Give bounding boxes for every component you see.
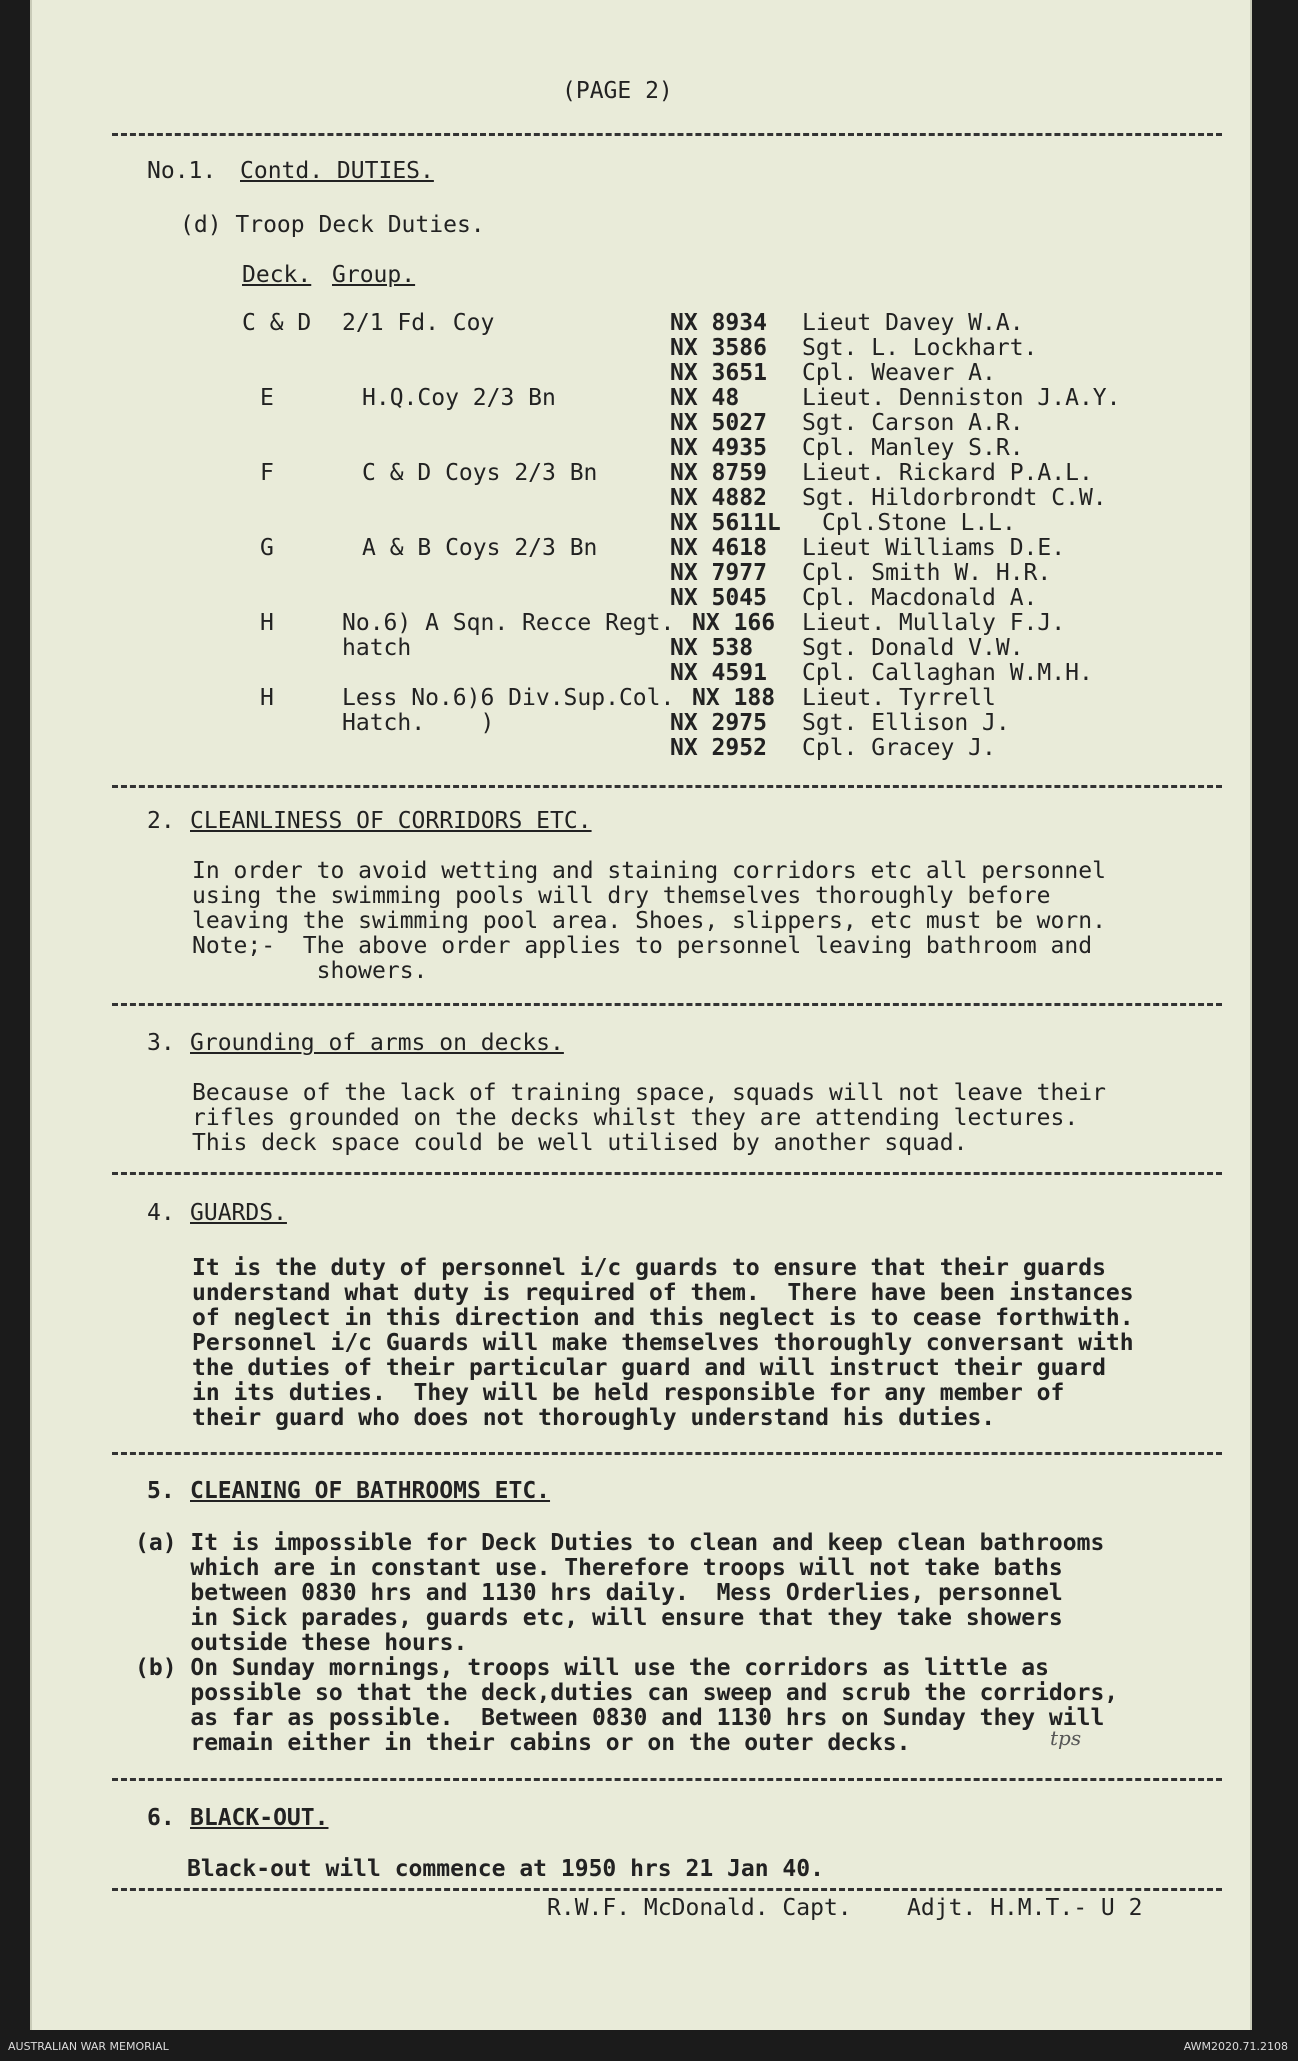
section4-heading: GUARDS. [190, 1200, 287, 1226]
table-cell-number: NX 166 [692, 610, 776, 636]
table-cell-group: 2/1 Fd. Coy [342, 310, 495, 336]
table-cell-number: NX 2952 [670, 735, 767, 761]
section3-heading: Grounding of arms on decks. [190, 1030, 564, 1056]
table-cell-deck: G [260, 535, 274, 561]
handwritten-annotation: tps [1050, 1726, 1082, 1750]
section2-number: 2. [147, 808, 175, 834]
section5-line: remain either in their cabins or on the outer decks. [135, 1730, 911, 1756]
table-cell-number: NX 538 [670, 635, 754, 661]
section4-line: It is the duty of personnel i/c guards to ensure that their guards [192, 1255, 1106, 1281]
table-cell-number: NX 5027 [670, 410, 767, 436]
table-cell-name: Cpl. Callaghan W.M.H. [802, 660, 1093, 686]
table-cell-group: Hatch. ) [342, 710, 495, 736]
table-cell-deck: E [260, 385, 274, 411]
section5-line: between 0830 hrs and 1130 hrs daily. Mess Orderlies, personnel [135, 1580, 1063, 1606]
group-column-header: Group. [332, 262, 416, 288]
divider [112, 1172, 1222, 1175]
table-cell-number: NX 3651 [670, 360, 767, 386]
divider [112, 1452, 1222, 1455]
table-cell-number: NX 8934 [670, 310, 767, 336]
page-label: (PAGE 2) [562, 78, 673, 104]
table-cell-name: Lieut. Tyrrell [802, 685, 996, 711]
section5-line: in Sick parades, guards etc, will ensure that they take showers [135, 1605, 1063, 1631]
table-cell-number: NX 5045 [670, 585, 767, 611]
section5-heading: CLEANING OF BATHROOMS ETC. [190, 1478, 551, 1504]
section2-heading: CLEANLINESS OF CORRIDORS ETC. [190, 808, 592, 834]
table-cell-number: NX 5611L [670, 510, 781, 536]
section4-line: the duties of their particular guard and will instruct their guard [192, 1355, 1106, 1381]
table-cell-group: A & B Coys 2/3 Bn [362, 535, 598, 561]
table-cell-name: Cpl. Weaver A. [802, 360, 996, 386]
table-cell-name: Lieut Williams D.E. [802, 535, 1066, 561]
table-cell-group: H.Q.Coy 2/3 Bn [362, 385, 556, 411]
section6-number: 6. [147, 1805, 175, 1831]
section3-line: rifles grounded on the decks whilst they are attending lectures. [192, 1105, 1079, 1131]
table-cell-name: Cpl.Stone L.L. [822, 510, 1016, 536]
table-cell-name: Sgt. Hildorbrondt C.W. [802, 485, 1107, 511]
table-cell-number: NX 7977 [670, 560, 767, 586]
table-cell-name: Cpl. Macdonald A. [802, 585, 1038, 611]
table-cell-number: NX 3586 [670, 335, 767, 361]
table-cell-name: Sgt. Ellison J. [802, 710, 1010, 736]
table-cell-name: Sgt. L. Lockhart. [802, 335, 1038, 361]
table-cell-deck: H [260, 685, 274, 711]
table-cell-name: Lieut. Mullaly F.J. [802, 610, 1066, 636]
section3-line: This deck space could be well utilised by another squad. [192, 1130, 968, 1156]
table-cell-number: NX 4935 [670, 435, 767, 461]
table-cell-name: Lieut. Denniston J.A.Y. [802, 385, 1121, 411]
section6-line: Black-out will commence at 1950 hrs 21 Jan 40. [187, 1856, 824, 1882]
divider [112, 133, 1222, 136]
section2-line: leaving the swimming pool area. Shoes, slippers, etc must be worn. [192, 908, 1106, 934]
section2-line: showers. [192, 958, 428, 984]
section5-line: (a) It is impossible for Deck Duties to clean and keep clean bathrooms [135, 1530, 1105, 1556]
document-page [30, 0, 1252, 2030]
divider [112, 1778, 1222, 1781]
table-cell-number: NX 8759 [670, 460, 767, 486]
section4-line: in its duties. They will be held responsible for any member of [192, 1380, 1065, 1406]
section5-line: (b) On Sunday mornings, troops will use the corridors as little as [135, 1655, 1049, 1681]
archive-footer [0, 2032, 1298, 2061]
section5-line: possible so that the deck,duties can sweep and scrub the corridors, [135, 1680, 1119, 1706]
table-cell-group: hatch [342, 635, 412, 661]
section5-line: as far as possible. Between 0830 and 1130 hrs on Sunday they will [135, 1705, 1105, 1731]
section4-line: understand what duty is required of them. There have been instances [192, 1280, 1134, 1306]
section4-line: their guard who does not thoroughly understand his duties. [192, 1405, 996, 1431]
table-cell-name: Sgt. Donald V.W. [802, 635, 1024, 661]
table-cell-name: Cpl. Gracey J. [802, 735, 996, 761]
section2-line: Note;- The above order applies to personnel leaving bathroom and [192, 933, 1093, 959]
section4-line: Personnel i/c Guards will make themselves thoroughly conversant with [192, 1330, 1134, 1356]
table-cell-number: NX 2975 [670, 710, 767, 736]
table-cell-name: Cpl. Manley S.R. [802, 435, 1024, 461]
section1-number: No.1. [147, 158, 217, 184]
section5-line: which are in constant use. Therefore troops will not take baths [135, 1555, 1063, 1581]
table-cell-number: NX 4882 [670, 485, 767, 511]
deck-column-header: Deck. [242, 262, 312, 288]
table-cell-group: No.6) A Sqn. Recce Regt. [342, 610, 675, 636]
table-cell-deck: C & D [242, 310, 312, 336]
signature-line: R.W.F. McDonald. Capt. Adjt. H.M.T.- U 2 [547, 1895, 1143, 1921]
section2-line: using the swimming pools will dry themselves thoroughly before [192, 883, 1051, 909]
section3-line: Because of the lack of training space, squads will not leave their [192, 1080, 1106, 1106]
table-cell-name: Lieut Davey W.A. [802, 310, 1024, 336]
section2-line: In order to avoid wetting and staining corridors etc all personnel [192, 858, 1106, 884]
table-cell-deck: H [260, 610, 274, 636]
table-cell-number: NX 4591 [670, 660, 767, 686]
divider [112, 785, 1222, 788]
section4-number: 4. [147, 1200, 175, 1226]
table-cell-name: Sgt. Carson A.R. [802, 410, 1024, 436]
section5-line: outside these hours. [135, 1630, 468, 1656]
table-cell-number: NX 188 [692, 685, 776, 711]
section1-heading: Contd. DUTIES. [240, 158, 434, 184]
table-cell-name: Lieut. Rickard P.A.L. [802, 460, 1093, 486]
table-cell-number: NX 48 [670, 385, 740, 411]
section4-line: of neglect in this direction and this neglect is to cease forthwith. [192, 1305, 1134, 1331]
section1-subheading: (d) Troop Deck Duties. [180, 212, 485, 238]
footer-reference: AWM2020.71.2108 [1183, 2040, 1288, 2053]
section6-heading: BLACK-OUT. [190, 1805, 329, 1831]
table-cell-group: C & D Coys 2/3 Bn [362, 460, 598, 486]
table-cell-group: Less No.6)6 Div.Sup.Col. [342, 685, 675, 711]
divider [112, 1003, 1222, 1006]
table-cell-deck: F [260, 460, 274, 486]
table-cell-name: Cpl. Smith W. H.R. [802, 560, 1052, 586]
section3-number: 3. [147, 1030, 175, 1056]
footer-institution: AUSTRALIAN WAR MEMORIAL [8, 2040, 169, 2053]
table-cell-number: NX 4618 [670, 535, 767, 561]
divider [112, 1888, 1222, 1891]
section5-number: 5. [147, 1478, 175, 1504]
